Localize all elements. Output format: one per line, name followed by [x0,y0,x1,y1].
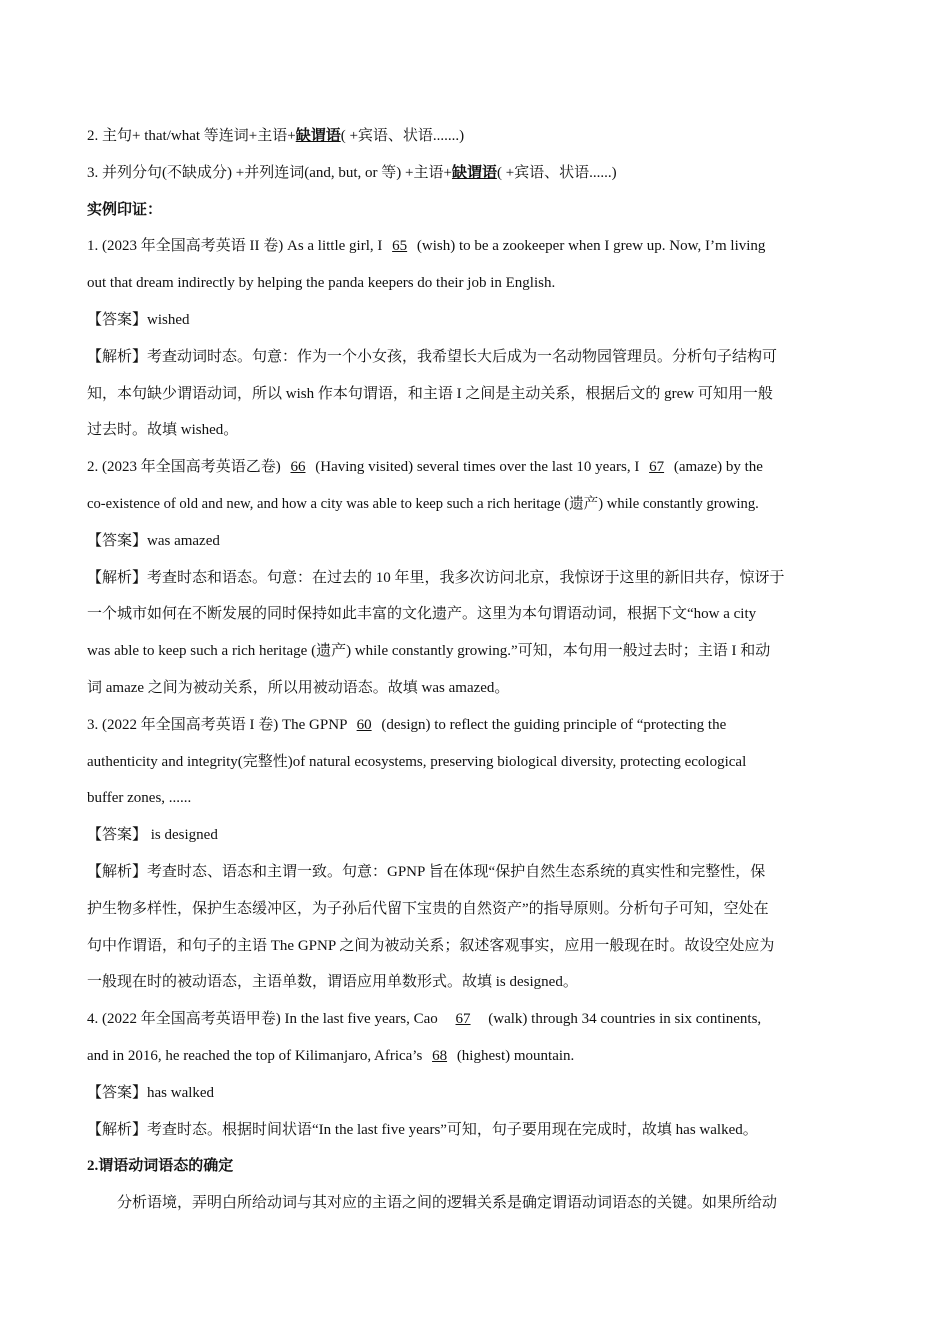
rule-line-2 [87,118,863,155]
ex2-blank-1: 66 [290,459,306,476]
ex2-answer: 【答案】was amazed [87,532,220,549]
rule-3-prefix: 3. 并列分句(不缺成分) +并列连词(and, but, or 等) +主语+ [87,164,452,181]
rule-3-suffix: ( +宾语、状语......) [496,164,617,181]
ex4-blank-2: 68 [432,1047,448,1064]
ex3-answer: 【答案】 is designed [87,827,218,844]
rule-2-emphasis: 缺谓语 [295,128,341,144]
ex2-text: 2. (2023 年全国高考英语乙卷) [87,459,285,476]
ex1-text: 1. (2023 年全国高考英语 II 卷) As a little girl, I [87,238,387,255]
ex1-blank: 65 [392,238,408,255]
ex3-text-cont: (design) to reflect the guiding principle of “protecting the [377,716,727,733]
ex2-analysis-line-3: was able to keep such a rich heritage (遗产) while constantly growing.”可知，本句用一般过去时；主语 I 和动 [87,643,771,660]
ex3-analysis-line-3: 句中作谓语，和句子的主语 The GPNP 之间为被动关系；叙述客观事实，应用一般现在时。故设空处应为 [87,937,775,954]
ex3-analysis-line-4: 一般现在时的被动语态，主语单数，谓语应用单数形式。故填 is designed。 [87,974,578,991]
ex4-text-cont: (walk) through 34 countries in six continents, [484,1011,762,1028]
ex4-analysis-line-1: 【解析】考查时态。根据时间状语“In the last five years”可知，句子要用现在完成时，故填 has walked。 [87,1121,758,1138]
ex4-blank-1: 67 [455,1011,471,1028]
ex3-text: 3. (2022 年全国高考英语 I 卷) The GPNP [87,716,351,733]
ex1-analysis-line-3: 过去时。故填 wished。 [87,422,239,439]
ex4-text: 4. (2022 年全国高考英语甲卷) In the last five years, Cao [87,1011,442,1028]
ex4-answer: 【答案】has walked [87,1084,215,1101]
ex4-question-line-2 [87,1038,863,1075]
ex2-text-end: (amaze) by the [670,459,763,476]
ex2-blank-2: 67 [649,459,665,476]
ex2-question-line-1 [87,449,863,486]
ex1-question-line-1 [87,228,863,265]
ex2-question-line-2: co-existence of old and new, and how a city was able to keep such a rich heritage (遗产) while constantly growing. [87,495,759,512]
ex1-question-line-2: out that dream indirectly by helping the panda keepers do their job in English. [87,275,556,292]
rule-3-emphasis: 缺谓语 [451,164,497,181]
ex3-analysis-line-2: 护生物多样性，保护生态缓冲区，为子孙后代留下宝贵的自然资产”的指导原则。分析句子可知，空处在 [87,900,769,917]
ex1-analysis-line-1: 【解析】考查动词时态。句意：作为一个小女孩，我希望长大后成为一名动物园管理员。分析句子结构可 [87,348,778,365]
ex4-question-line-1 [87,1001,863,1038]
ex2-analysis-line-1: 【解析】考查时态和语态。句意：在过去的 10 年里，我多次访问北京，我惊讶于这里的新旧共存，惊讶于 [87,569,785,586]
ex1-answer: 【答案】wished [87,311,190,328]
ex4-text-2-cont: (highest) mountain. [453,1047,575,1064]
ex1-analysis-line-2: 知，本句缺少谓语动词，所以 wish 作本句谓语，和主语 I 之间是主动关系，根据后文的 grew 可知用一般 [87,385,773,402]
ex2-analysis-line-4: 词 amaze 之间为被动关系，所以用被动语态。故填 was amazed。 [87,679,510,696]
document-page [87,118,863,1222]
ex3-question-line-2: authenticity and integrity(完整性)of natural ecosystems, preserving biological diversity, protecting ecological [87,753,747,770]
ex3-question-line-3: buffer zones, ...... [87,790,192,807]
rule-2-prefix: 2. 主句+ that/what 等连词+主语+ [87,128,296,144]
ex3-question-line-1 [87,707,863,744]
ex3-blank: 60 [356,716,372,733]
ex4-text-2: and in 2016, he reached the top of Kilimanjaro, Africa’s [87,1047,427,1064]
ex2-analysis-line-2: 一个城市如何在不断发展的同时保持如此丰富的文化遗产。这里为本句谓语动词，根据下文“how a city [87,606,757,623]
ex3-analysis-line-1: 【解析】考查时态、语态和主谓一致。句意：GPNP 旨在体现“保护自然生态系统的真实性和完整性，保 [87,863,766,880]
rule-2-suffix: ( +宾语、状语.......) [340,128,465,144]
ex2-text-cont: (Having visited) several times over the last 10 years, I [311,459,644,476]
examples-heading: 实例印证： [87,201,163,218]
rule-line-3 [87,155,863,192]
section-2-paragraph: 分析语境，弄明白所给动词与其对应的主语之间的逻辑关系是确定谓语动词语态的关键。如果所给动 [117,1195,778,1212]
section-2-heading: 2.谓语动词语态的确定 [87,1158,234,1175]
ex1-text-cont: (wish) to be a zookeeper when I grew up. Now, I’m living [413,238,766,255]
